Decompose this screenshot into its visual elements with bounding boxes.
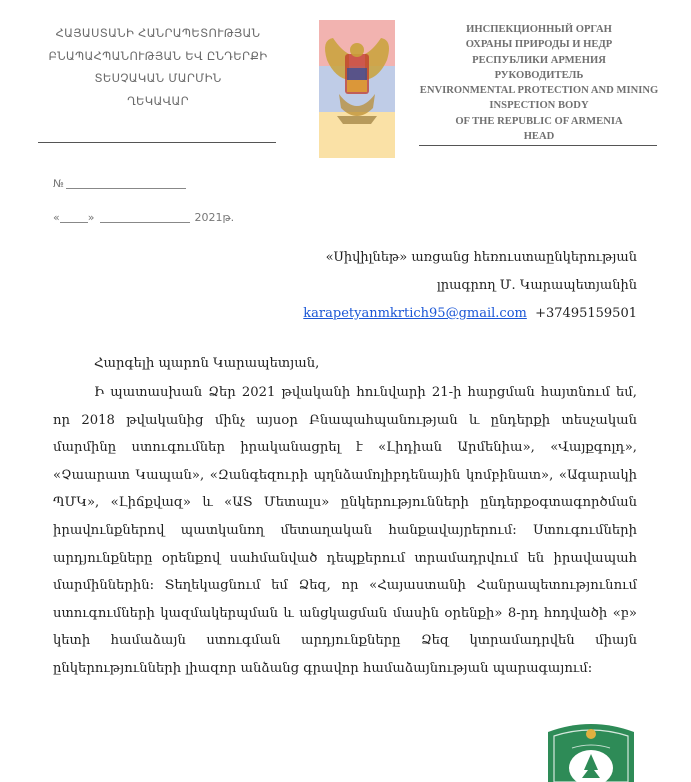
date-year: 2021թ. [194, 211, 235, 224]
header-right-line: ENVIRONMENTAL PROTECTION AND MINING [419, 85, 659, 97]
document-date-field [53, 211, 234, 224]
letter-body: Ի պատասխան Ձեր 2021 թվականի հունվարի 21-ի հարցման հայտնում եմ, որ 2018 թվականից մինչ այսօր Բնապահպանության և ընդերքի տեսչական մարմինը ստուգումներ իրականացրել է «Լիդիան Արմենիա», «Վայքգոլդ», «Չաարատ Կապան», «Զանգեզուրի պղնձամոլիբդենային կոմբինատ», «Ագարակի ՊՄԿ», «Լիճքվազ» և «ԱՏ Մետալս» ընկերությունների ընդերքօգտագործման իրավունքներով պատկանող մետաղական հանքավայրերում։ Ստուգումների արդյունքները օրենքով սահմանված դեպքերում տրամադրվում են իրավապահ մարմիններին։ Տեղեկացնում եմ Ձեզ, որ «Հայաստանի Հանրապետությունում ստուգումների կազմակերպման և անցկացման մասին օրենքի» 8-րդ հոդվածի «բ» կետի համաձայն ստուգման արդյունքները Ձեզ կտրամադրվեն միայն ընկերությունների լիազոր անձանց գրավոր համաձայնության պարագայում։ [53, 385, 637, 676]
addressee-email-link[interactable]: karapetyanmkrtich95@gmail.com [303, 306, 527, 321]
addressee-name: լրագրող Մ․ Կարապետյանին [436, 278, 637, 293]
header-right-line: OF THE REPUBLIC OF ARMENIA [455, 115, 623, 127]
seal-logo [542, 722, 640, 782]
header-right-line: РУКОВОДИТЕЛЬ [494, 69, 584, 81]
addressee-phone: +37495159501 [535, 306, 637, 321]
date-close-quote: » [87, 211, 95, 224]
addressee-organization: «Սիվիլնեթ» առցանց հեռուստաընկերության [325, 250, 637, 265]
header-right-line: ОХРАНЫ ПРИРОДЫ И НЕДР [465, 39, 613, 51]
addressee-block [303, 244, 637, 328]
date-open-quote: « [53, 211, 60, 224]
header-armenian [40, 22, 276, 112]
letter-greeting: Հարգելի պարոն Կարապետյան, [94, 356, 320, 371]
header-armenian-line: ՂԵԿԱՎԱՐ [127, 93, 189, 108]
header-armenian-line: ՀԱՅԱՍՏԱՆԻ ՀԱՆՐԱՊԵՏՈՒԹՅԱՆ [55, 26, 261, 40]
header-right-line: РЕСПУБЛИКИ АРМЕНИЯ [472, 54, 606, 66]
header-right-line: HEAD [523, 131, 555, 143]
coat-of-arms-emblem [319, 20, 395, 158]
document-number-label: № [53, 178, 64, 190]
document-number-blank [66, 188, 186, 189]
addressee-contacts [303, 300, 637, 328]
header-armenian-line: ՏԵՍՉԱԿԱՆ ՄԱՐՄԻՆ [94, 71, 222, 85]
header-right-line: INSPECTION BODY [489, 100, 589, 112]
document-number-field [53, 178, 186, 190]
date-month-blank [100, 222, 190, 223]
header-right-line: ИНСПЕКЦИОННЫЙ ОРГАН [466, 24, 612, 35]
header-russian-english [418, 22, 660, 144]
header-armenian-line: ԲՆԱՊԱՀՊԱՆՈՒԹՅԱՆ ԵՎ ԸՆԴԵՐՔԻ [48, 48, 268, 63]
header-right-divider [419, 145, 657, 146]
date-day-blank [60, 222, 88, 223]
header-left-divider [38, 142, 276, 143]
